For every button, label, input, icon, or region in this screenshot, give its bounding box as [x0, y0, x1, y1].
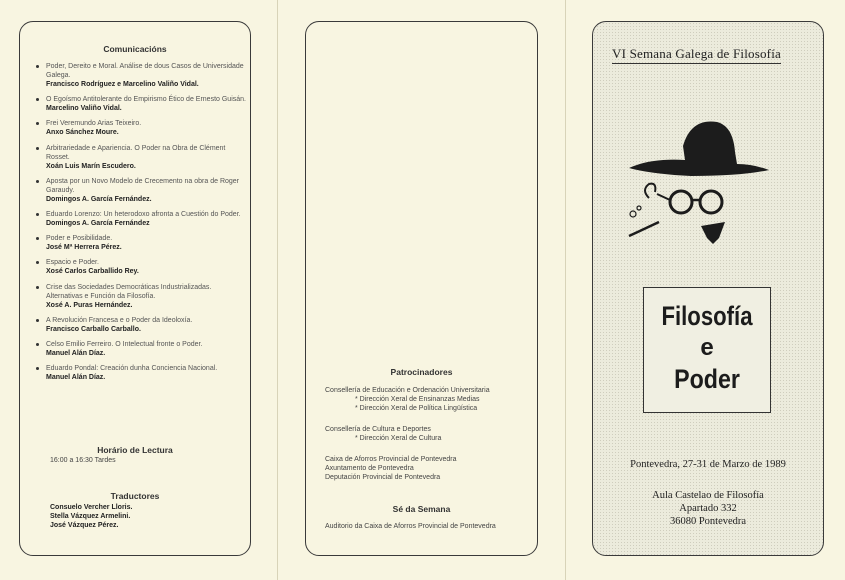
schedule-heading: Horário de Lectura [97, 445, 173, 455]
fold-line-2 [565, 0, 566, 580]
place-date: Pontevedra, 27-31 de Marzo de 1989 [630, 459, 786, 470]
communication-author: Xosé Carlos Carballido Rey. [46, 268, 139, 276]
communication-item [36, 95, 246, 113]
sponsor-institution: Axuntamento de Pontevedra [325, 465, 414, 472]
communication-item [36, 177, 246, 204]
communication-author: Anxo Sánchez Moure. [46, 129, 119, 137]
sponsor-institution: Caixa de Aforros Provincial de Pontevedra [325, 456, 457, 463]
communication-title: Espacio e Poder. [46, 259, 99, 267]
schedule-text: 16:00 a 16:30 Tardes [50, 457, 116, 464]
panel-cover [592, 21, 824, 556]
communication-author: Marcelino Valiño Vidal. [46, 105, 122, 113]
communication-author: Domingos A. García Fernández [46, 219, 150, 227]
communication-author: Xoán Luis Marín Escudero. [46, 162, 136, 170]
title-box [643, 287, 771, 413]
communication-author: Francisco Rodríguez e Marcelino Valiño Vidal. [46, 81, 199, 88]
communication-title: Eduardo Lorenzo: Un heterodoxo afronta a Cuestión do Poder. [46, 210, 241, 218]
communication-item [36, 364, 246, 382]
translators-list [50, 503, 132, 530]
communication-item [36, 234, 246, 252]
sponsors-list [325, 386, 530, 482]
communication-author: Manuel Alán Díaz. [46, 374, 106, 382]
communication-author: Manuel Alán Díaz. [46, 349, 106, 357]
communications-list [36, 62, 246, 388]
sponsors-heading: Patrocinadores [390, 367, 453, 377]
address-line-2: Apartado 332 [679, 503, 737, 514]
communication-title: Arbitrariedade e Apariencia. O Poder na Obra de Clément Rosset. [46, 144, 226, 161]
translator-name: Stella Vázquez Armelini. [50, 513, 131, 520]
fold-line-1 [277, 0, 278, 580]
venue-text: Auditorio da Caixa de Aforros Provincial de Pontevedra [325, 523, 496, 530]
communication-title: O Egoísmo Antitolerante do Empirismo Ético de Ernesto Guisán. [46, 96, 246, 104]
communication-author: Francisco Carballo Carballo. [46, 325, 141, 333]
address-line-3: 36080 Pontevedra [669, 516, 747, 527]
communication-author: Domingos A. García Fernández. [46, 195, 152, 203]
communication-item [36, 119, 246, 137]
title-line-1: Filosofía [661, 301, 753, 331]
communication-item [36, 258, 246, 276]
communications-heading: Comunicacións [103, 44, 167, 54]
panel-communications [19, 21, 251, 556]
communication-item [36, 316, 246, 334]
communication-title: Crise das Sociedades Democráticas Industrializadas. Alternativas e Función da Filosofía. [46, 283, 212, 300]
address-line-1: Aula Castelao de Filosofía [652, 490, 764, 501]
venue-heading: Sé da Semana [392, 504, 451, 514]
communication-author: Xosé A. Puras Hernández. [46, 301, 133, 309]
conselleria-name: Consellería de Cultura e Deportes [325, 426, 431, 433]
communication-author: José Mª Herrera Pérez. [46, 244, 122, 252]
address-block [593, 489, 823, 528]
series-title: VI Semana Galega de Filosofía [612, 46, 781, 64]
communication-title: Eduardo Pondal: Creación dunha Conciencia Nacional. [46, 365, 218, 373]
title-line-2: e [700, 334, 714, 361]
philosopher-caricature-illustration [621, 114, 771, 254]
translators-heading: Traductores [110, 491, 160, 501]
communication-item [36, 62, 246, 89]
communication-item [36, 283, 246, 310]
panel-sponsors [305, 21, 538, 556]
sponsor-institution: Deputación Provincial de Pontevedra [325, 474, 441, 481]
direccion-xeral: * Dirección Xeral de Cultura [355, 435, 442, 442]
conselleria-name: Consellería de Educación e Ordenación Universitaria [325, 387, 490, 394]
direccion-xeral: * Dirección Xeral de Política Lingüística [355, 405, 478, 412]
communication-title: A Revolución Francesa e o Poder da Ideoloxía. [46, 316, 193, 324]
communication-item [36, 144, 246, 171]
communication-title: Poder, Dereito e Moral. Análise de dous Casos de Universidade Galega. [46, 63, 244, 79]
communication-title: Aposta por un Novo Modelo de Crecemento na obra de Roger Garaudy. [46, 177, 240, 194]
translator-name: Consuelo Vercher Lloris. [50, 504, 133, 511]
communication-title: Frei Veremundo Arias Teixeiro. [46, 120, 142, 128]
translator-name: José Vázquez Pérez. [50, 522, 119, 529]
communication-title: Celso Emilio Ferreiro. O Intelectual fronte o Poder. [46, 340, 203, 348]
communication-item [36, 340, 246, 358]
direccion-xeral: * Dirección Xeral de Ensinanzas Medias [355, 396, 480, 403]
communication-title: Poder e Posibilidade. [46, 235, 113, 243]
title-line-3: Poder [674, 364, 740, 394]
communication-item [36, 210, 246, 228]
